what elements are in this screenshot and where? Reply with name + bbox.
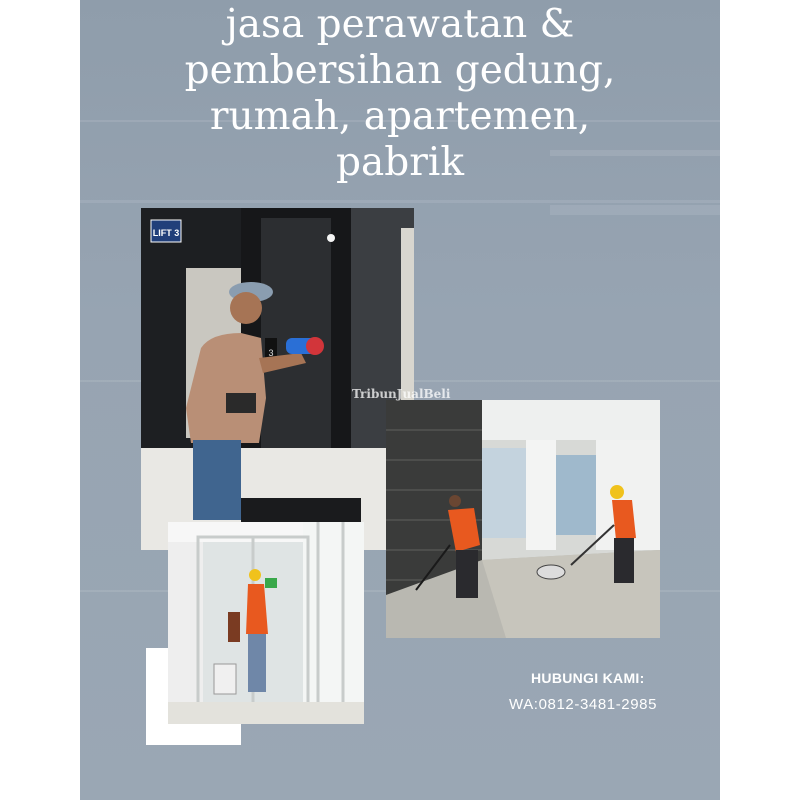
- floor-scene: [386, 400, 660, 638]
- background-line: [550, 205, 720, 215]
- title-line-4: pabrik: [336, 140, 464, 185]
- lift-floor-number: 3: [268, 348, 274, 358]
- watermark-text: TribunJualBeli: [352, 387, 451, 401]
- photo-glass-cleaning: [168, 522, 364, 724]
- poster-title: [80, 2, 720, 186]
- elevator-scene: [141, 208, 414, 550]
- photo-elevator-cleaning: [141, 208, 414, 550]
- glass-scene: [168, 522, 364, 724]
- contact-heading: HUBUNGI KAMI:: [531, 670, 645, 686]
- lift-sign-text: LIFT 3: [152, 228, 180, 238]
- background-line: [80, 200, 720, 203]
- title-line-2: pembersihan gedung,: [184, 48, 616, 93]
- whatsapp-number[interactable]: WA:0812-3481-2985: [509, 696, 658, 713]
- title-line-1: jasa perawatan &: [225, 2, 575, 47]
- photo-floor-polishing: [386, 400, 660, 638]
- title-line-3: rumah, apartemen,: [209, 94, 591, 139]
